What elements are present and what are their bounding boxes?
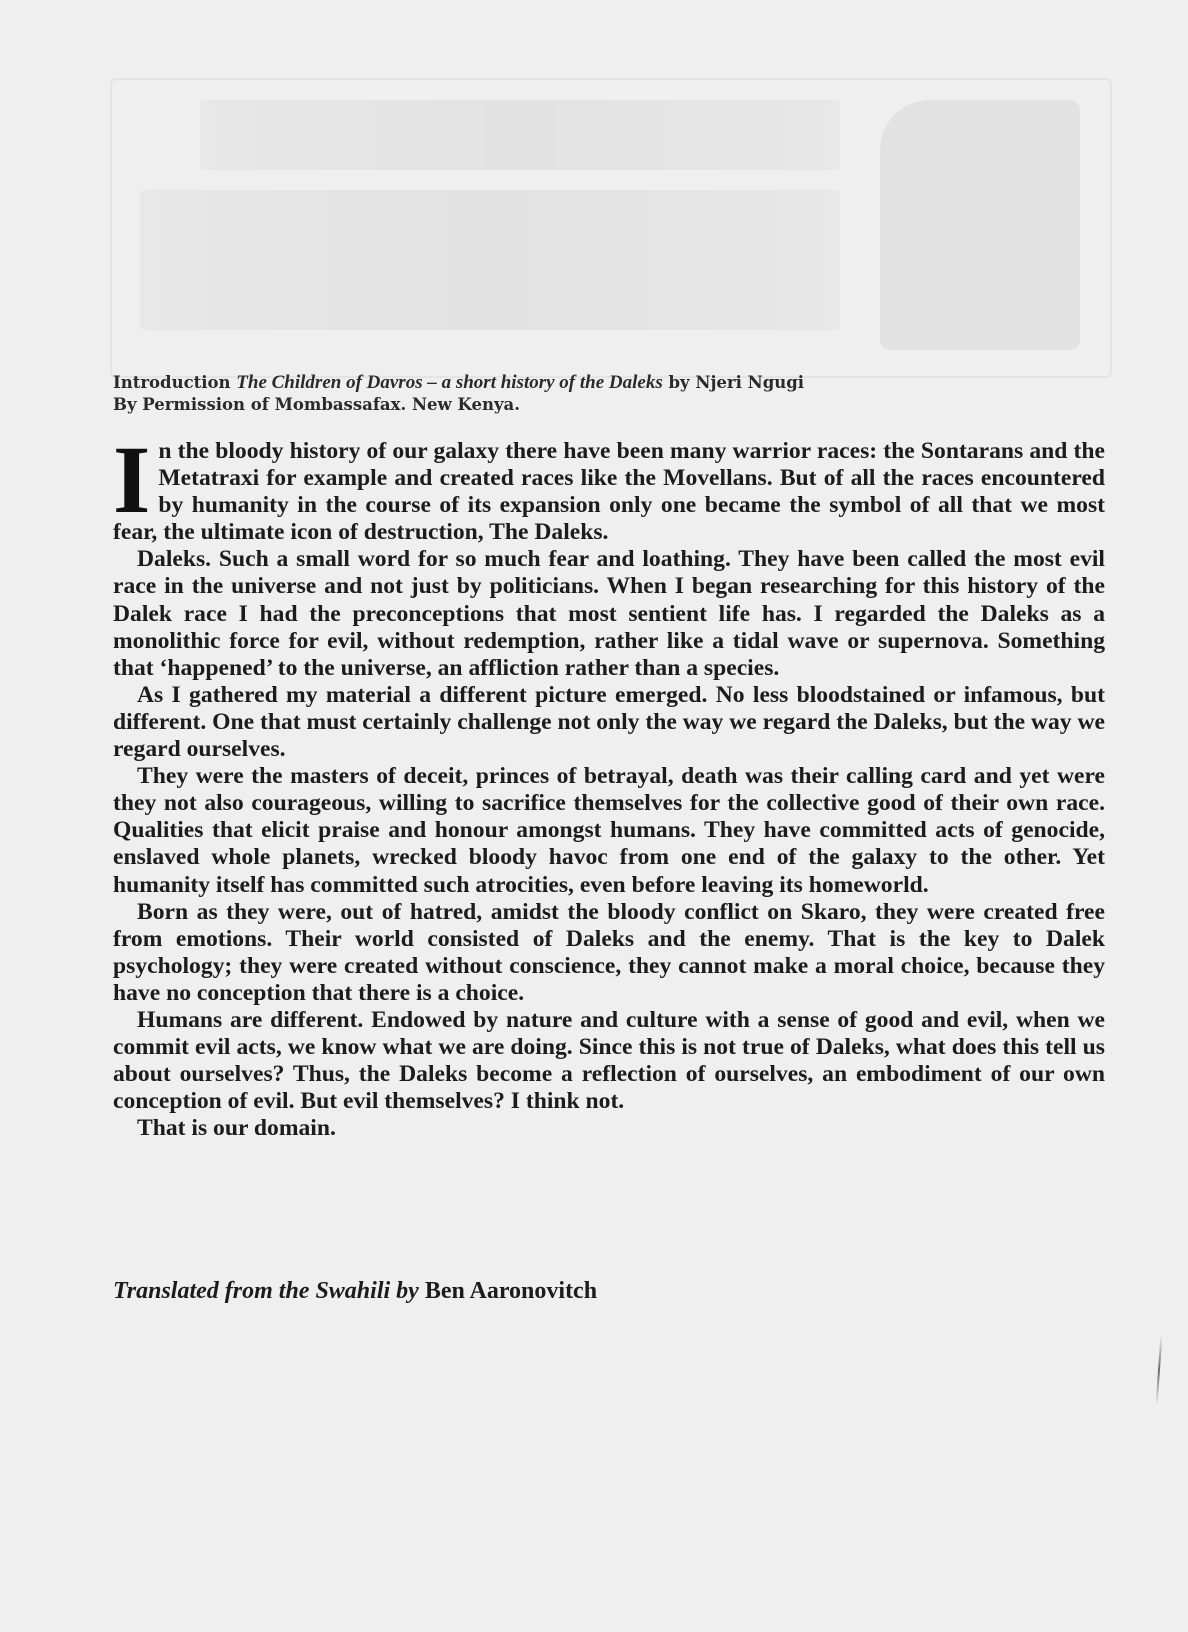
translator-credit [113, 1276, 597, 1306]
page-edge-mark [1156, 1335, 1163, 1405]
credit-name: Ben Aaronovitch [424, 1278, 598, 1304]
article-paragraph: Born as they were, out of hatred, amidst the bloody conflict on Skaro, they were created free from emotions. Their world consisted of Daleks and the enemy. That is the key to Dalek psychology; they were created without conscience, they cannot make a moral choice, because they have no conception that there is a choice. [113, 898, 1105, 1006]
drop-cap: I [113, 426, 151, 533]
ghost-title-line [200, 100, 840, 170]
article-paragraph: They were the masters of deceit, princes of betrayal, death was their calling card and yet were they not also courageous, willing to sacrifice themselves for the collective good of their own race. Qualities that elicit praise and honour amongst humans. They have committed acts of genocide, enslaved whole planets, wrecked bloody havoc from one end of the galaxy to the other. Yet humanity itself has committed such atrocities, even before leaving its homeworld. [113, 763, 1105, 898]
article-body [113, 426, 1105, 1142]
caption-line-2: By Permission of Mombassafax. New Kenya. [113, 395, 520, 414]
caption-prefix: Introduction [113, 373, 231, 392]
credit-label: Translated from the Swahili by [113, 1278, 419, 1304]
article-paragraph: As I gathered my material a different picture emerged. No less bloodstained or infamous, but different. One that must certainly challenge not only the way we regard the Daleks, but the way we regard ourselves. [113, 681, 1105, 763]
paragraph-text: n the bloody history of our galaxy there have been many warrior races: the Sontarans and the Metatraxi for example and created races like the Movellans. But of all the races encountered by humanity in the course of its expansion only one became the symbol of all that we most fear, the ultimate icon of destruction, The Daleks. [113, 438, 1105, 546]
caption-line-1 [113, 372, 1053, 394]
caption-title: The Children of Davros – a short history of the Daleks [236, 372, 663, 393]
caption-author: by Njeri Ngugi [668, 373, 805, 392]
article-paragraph: That is our domain. [137, 1115, 336, 1142]
article-paragraph [113, 426, 1105, 546]
ghost-title-line [140, 190, 840, 330]
ghost-logo-block [880, 100, 1080, 350]
article-paragraph: Daleks. Such a small word for so much fear and loathing. They have been called the most evil race in the universe and not just by politicians. When I began researching for this history of the Dalek race I had the preconceptions that most sentient life has. I regarded the Daleks as a monolithic force for evil, without redemption, rather like a tidal wave or supernova. Something that ‘happened’ to the universe, an affliction rather than a species. [113, 546, 1105, 681]
article-paragraph: Humans are different. Endowed by nature and culture with a sense of good and evil, when we commit evil acts, we know what we are doing. Since this is not true of Daleks, what does this tell us about ourselves? Thus, the Daleks become a reflection of ourselves, an embodiment of our own conception of evil. But evil themselves? I think not. [113, 1006, 1105, 1115]
intro-caption [113, 372, 1053, 416]
